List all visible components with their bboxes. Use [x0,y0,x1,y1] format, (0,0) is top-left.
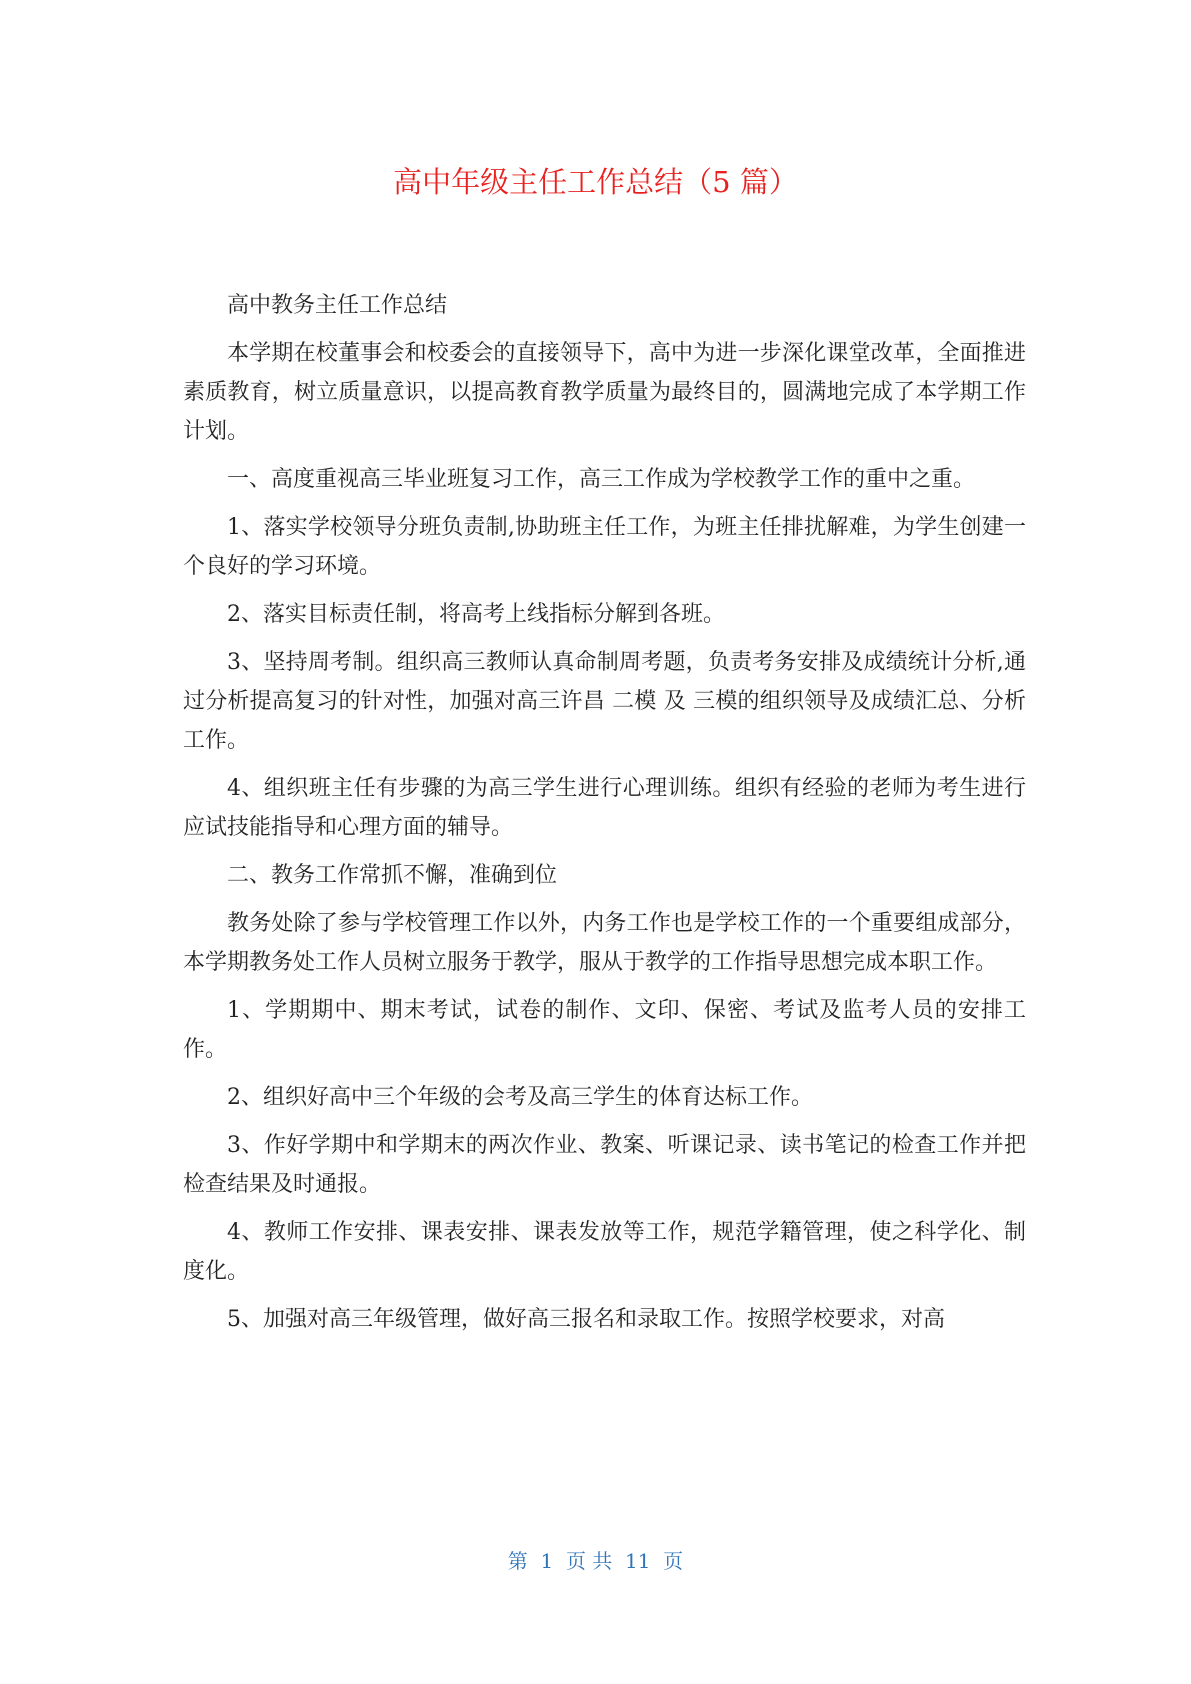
list-item: 2、落实目标责任制，将高考上线指标分解到各班。 [227,602,725,627]
page-number-footer: 第 1 页 共 11 页 [507,1549,684,1573]
paragraph: 本学期在校董事会和校委会的直接领导下，高中为进一步深化课堂改革，全面推进素质教育，树立质量意识，以提高教育教学质量为最终目的，圆满地完成了本学期工作计划。 [183,341,1026,444]
list-item: 1、落实学校领导分班负责制,协助班主任工作，为班主任排扰解难，为学生创建一个良好的学习环境。 [183,515,1026,579]
document-body [183,286,1026,1348]
list-item: 3、作好学期中和学期末的两次作业、教案、听课记录、读书笔记的检查工作并把检查结果及时通报。 [183,1133,1026,1197]
section-heading: 二、教务工作常抓不懈，准确到位 [227,863,558,888]
document-title: 高中年级主任工作总结（5 篇） [393,165,798,199]
paragraph: 教务处除了参与学校管理工作以外，内务工作也是学校工作的一个重要组成部分，本学期教务处工作人员树立服务于教学，服从于教学的工作指导思想完成本职工作。 [183,911,1026,975]
list-item: 5、加强对高三年级管理，做好高三报名和录取工作。按照学校要求，对高 [227,1307,945,1332]
list-item: 4、组织班主任有步骤的为高三学生进行心理训练。组织有经验的老师为考生进行应试技能指导和心理方面的辅导。 [183,776,1026,840]
list-item: 4、教师工作安排、课表安排、课表发放等工作，规范学籍管理，使之科学化、制度化。 [183,1220,1026,1284]
section-heading: 高中教务主任工作总结 [227,293,448,318]
list-item: 2、组织好高中三个年级的会考及高三学生的体育达标工作。 [227,1085,813,1110]
section-heading: 一、高度重视高三毕业班复习工作，高三工作成为学校教学工作的重中之重。 [227,467,976,492]
list-item: 1、学期期中、期末考试，试卷的制作、文印、保密、考试及监考人员的安排工作。 [183,998,1026,1062]
list-item: 3、坚持周考制。组织高三教师认真命制周考题，负责考务安排及成绩统计分析,通过分析提高复习的针对性，加强对高三许昌 二模 及 三模的组织领导及成绩汇总、分析工作。 [183,650,1026,753]
